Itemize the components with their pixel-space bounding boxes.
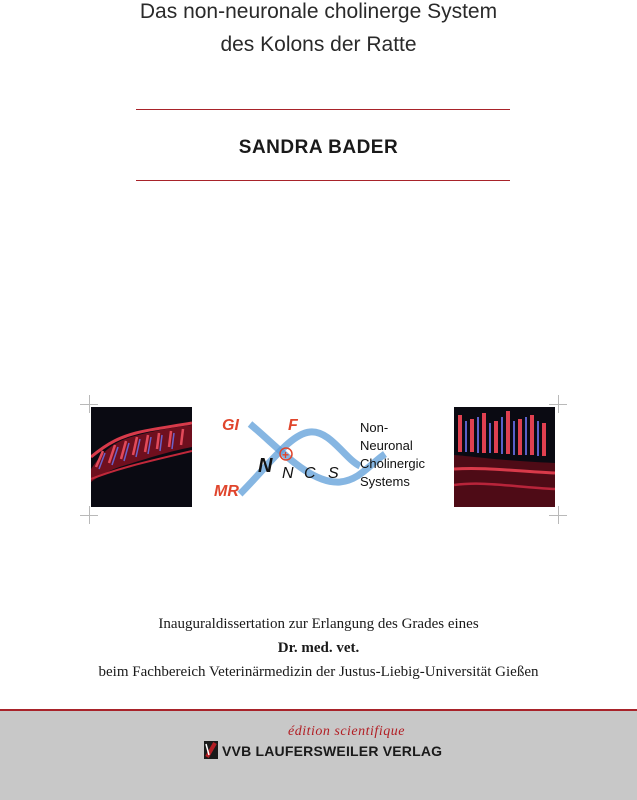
top-divider xyxy=(136,109,510,110)
title-line-1: Das non-neuronale cholinerge System xyxy=(139,0,498,23)
logo-s: S xyxy=(328,465,339,482)
bottom-divider xyxy=(136,180,510,181)
edition-scientifique: édition scientifique xyxy=(288,724,405,739)
author-name: SANDRA BADER xyxy=(238,137,399,158)
logo-gi: GI xyxy=(222,417,239,434)
micrograph-right xyxy=(454,407,555,507)
logo-mr: MR xyxy=(214,483,239,500)
nncs-logo xyxy=(210,404,438,510)
logo-text-3: Cholinergic xyxy=(360,456,426,471)
micrograph-left xyxy=(91,407,192,507)
logo-c: C xyxy=(304,465,316,482)
publisher-logo-icon xyxy=(204,741,218,759)
logo-n2: N xyxy=(282,465,294,482)
logo-text-4: Systems xyxy=(360,474,410,489)
dissertation-line-1: Inauguraldissertation zur Erlangung des Grades eines xyxy=(158,616,479,632)
logo-text-2: Neuronal xyxy=(360,438,413,453)
logo-n1: N xyxy=(258,455,273,477)
logo-text-1: Non- xyxy=(360,420,389,435)
logo-plus: + xyxy=(282,448,290,462)
logo-f: F xyxy=(288,417,298,434)
degree: Dr. med. vet. xyxy=(277,640,360,656)
title-line-2: des Kolons der Ratte xyxy=(220,33,417,56)
publisher-name: VVB LAUFERSWEILER VERLAG xyxy=(222,743,443,759)
dissertation-line-3: beim Fachbereich Veterinärmedizin der Justus-Liebig-Universität Gießen xyxy=(98,664,539,680)
